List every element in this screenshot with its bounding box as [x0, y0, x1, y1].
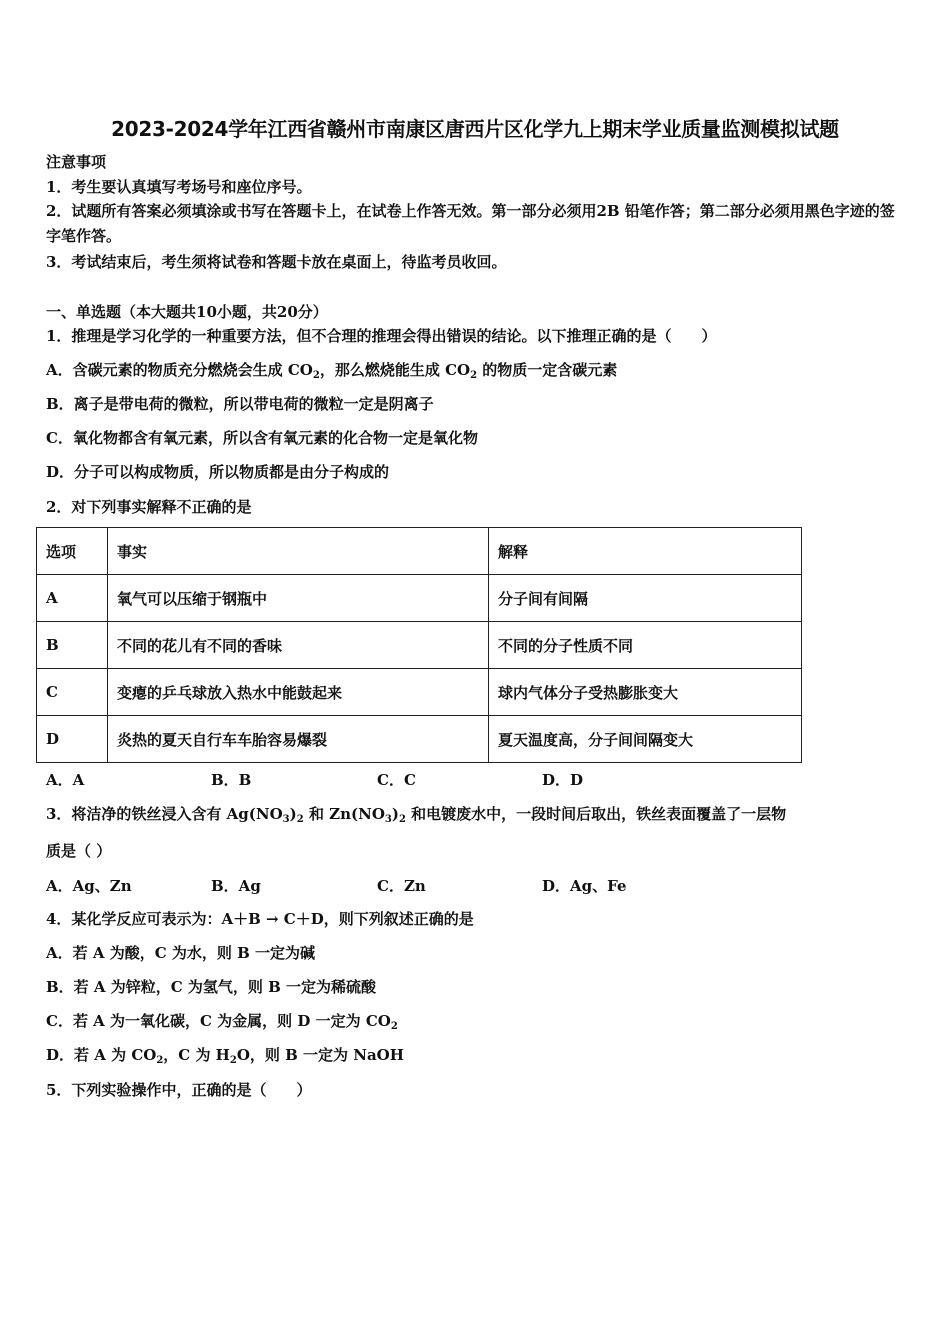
table-cell: 不同的分子性质不同 [489, 622, 802, 669]
table-cell: 分子间有间隔 [489, 575, 802, 622]
table-cell: 夏天温度高，分子间间隔变大 [489, 716, 802, 763]
q1-option-b: B．离子是带电荷的微粒，所以带电荷的微粒一定是阴离子 [46, 395, 434, 413]
q3-option: C．Zn [377, 877, 426, 895]
q2-stem: 2．对下列事实解释不正确的是 [46, 498, 252, 516]
subscript: 2 [312, 370, 320, 381]
q4-option-a: A．若 A 为酸，C 为水，则 B 一定为碱 [46, 944, 316, 962]
q2-option: A．A [46, 771, 85, 789]
table-cell: 氧气可以压缩于钢瓶中 [108, 575, 489, 622]
table-cell: C [37, 669, 108, 716]
subscript: 2 [390, 1021, 398, 1032]
q3-stem-line-1 [46, 804, 786, 824]
subscript: 2 [398, 814, 406, 825]
q1-a-text: ，那么燃烧能生成 CO [319, 361, 471, 379]
q1-option-d: D．分子可以构成物质，所以物质都是由分子构成的 [46, 463, 390, 481]
q2-option: C．C [377, 771, 416, 789]
header-cell: 解释 [489, 528, 802, 575]
table-cell: D [37, 716, 108, 763]
q4-option-c [46, 1011, 398, 1031]
q3-stem-line-2: 质是（ ） [46, 842, 112, 860]
table-cell: B [37, 622, 108, 669]
q4-d-text: D．若 A 为 CO [46, 1046, 157, 1064]
q3-text: 和 Zn(NO [303, 805, 385, 823]
q3-text: 3．将洁净的铁丝浸入含有 Ag(NO [46, 805, 283, 823]
table-row [37, 622, 802, 669]
notice-item-2: 2．试题所有答案必须填涂或书写在答题卡上，在试卷上作答无效。第一部分必须用2B 铅笔作答；第二部分必须用黑色字迹的签字笔作答。 [46, 202, 895, 245]
notice-item-3: 3．考试结束后，考生须将试卷和答题卡放在桌面上，待监考员收回。 [46, 253, 507, 271]
subscript: 2 [296, 814, 304, 825]
q1-option-c: C．氧化物都含有氧元素，所以含有氧元素的化合物一定是氧化物 [46, 429, 478, 447]
notice-heading: 注意事项 [46, 153, 107, 171]
table-row [37, 716, 802, 763]
q4-d-text: ，C 为 H [163, 1046, 230, 1064]
table-cell: 球内气体分子受热膨胀变大 [489, 669, 802, 716]
q5-stem: 5．下列实验操作中，正确的是（ ） [46, 1081, 312, 1099]
q4-option-d [46, 1045, 404, 1065]
table-cell: 炎热的夏天自行车车胎容易爆裂 [108, 716, 489, 763]
table-cell: A [37, 575, 108, 622]
q1-a-text: A．含碳元素的物质充分燃烧会生成 CO [46, 361, 313, 379]
table-row [37, 575, 802, 622]
table-row [37, 669, 802, 716]
table-cell: 变瘪的乒乓球放入热水中能鼓起来 [108, 669, 489, 716]
facts-table [36, 527, 802, 763]
q4-stem: 4．某化学反应可表示为：A＋B → C＋D，则下列叙述正确的是 [46, 910, 474, 928]
header-cell: 选项 [37, 528, 108, 575]
table-cell: 不同的花儿有不同的香味 [108, 622, 489, 669]
subscript: 3 [384, 814, 392, 825]
section-heading: 一、单选题（本大题共10小题，共20分） [46, 303, 328, 321]
page-title: 2023-2024学年江西省赣州市南康区唐西片区化学九上期末学业质量监测模拟试题 [111, 117, 839, 141]
header-cell: 事实 [108, 528, 489, 575]
q1-stem: 1．推理是学习化学的一种重要方法，但不合理的推理会得出错误的结论。以下推理正确的是（ ） [46, 327, 717, 345]
q3-option: B．Ag [211, 877, 261, 895]
q1-a-text: 的物质一定含碳元素 [477, 361, 618, 379]
subscript: 2 [229, 1055, 237, 1066]
table-header-row [37, 528, 802, 575]
subscript: 2 [470, 370, 478, 381]
q1-option-a [46, 360, 617, 380]
q4-option-b: B．若 A 为锌粒，C 为氢气，则 B 一定为稀硫酸 [46, 978, 377, 996]
q2-option: B．B [211, 771, 252, 789]
q3-text: ) [289, 805, 297, 823]
q4-c-text: C．若 A 为一氧化碳，C 为金属，则 D 一定为 CO [46, 1012, 391, 1030]
q3-text: 和电镀废水中，一段时间后取出，铁丝表面覆盖了一层物 [405, 805, 787, 823]
q4-d-text: O，则 B 一定为 NaOH [236, 1046, 404, 1064]
q2-option: D．D [542, 771, 584, 789]
subscript: 3 [282, 814, 290, 825]
subscript: 2 [156, 1055, 164, 1066]
q3-option: D．Ag、Fe [542, 877, 627, 895]
q3-text: ) [391, 805, 399, 823]
notice-item-1: 1．考生要认真填写考场号和座位序号。 [46, 178, 312, 196]
q3-option: A．Ag、Zn [46, 877, 132, 895]
